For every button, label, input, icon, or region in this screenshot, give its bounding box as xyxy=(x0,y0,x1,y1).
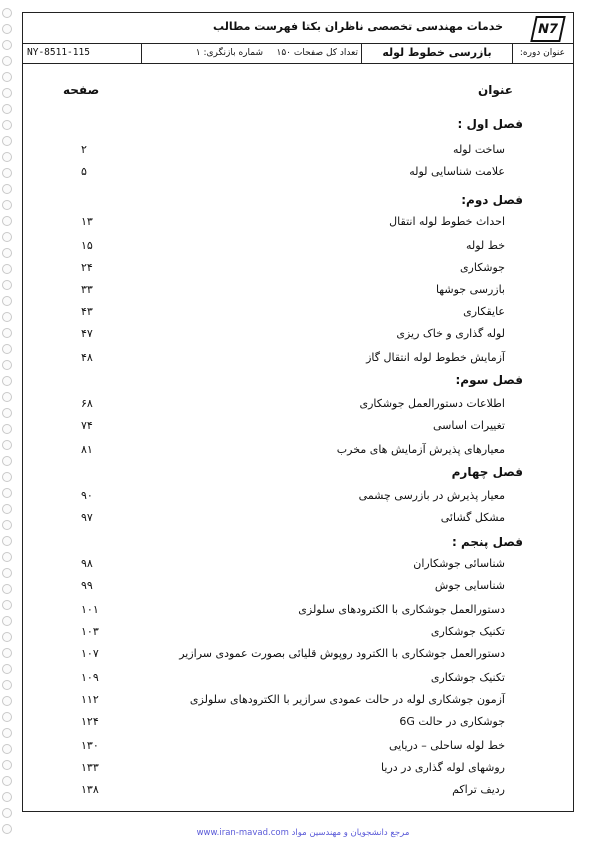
binder-ring xyxy=(2,120,12,130)
header-divider xyxy=(141,43,142,63)
header-top xyxy=(23,13,573,44)
course-title: بازرسی خطوط لوله xyxy=(361,43,513,63)
binder-ring xyxy=(2,152,12,162)
toc-entry xyxy=(23,441,573,461)
toc-entry xyxy=(23,325,573,345)
binder-ring xyxy=(2,760,12,770)
toc-entry-page: ۹۷ xyxy=(81,511,93,524)
binder-ring xyxy=(2,104,12,114)
binder-ring xyxy=(2,440,12,450)
binder-ring xyxy=(2,424,12,434)
document-page xyxy=(22,12,574,812)
toc-entry xyxy=(23,417,573,437)
binder-ring xyxy=(2,24,12,34)
toc-entry-title: اطلاعات دستورالعمل جوشکاری xyxy=(359,397,505,410)
binder-ring xyxy=(2,344,12,354)
chapter-heading xyxy=(23,533,573,553)
toc-entry-title: شناسائی جوشکاران xyxy=(413,557,505,570)
toc-entry-page: ۱۰۹ xyxy=(81,671,99,684)
binder-ring xyxy=(2,744,12,754)
toc-entry xyxy=(23,577,573,597)
toc-entry-title: دستورالعمل جوشکاری با الکترود روپوش قلیائی بصورت عمودی سرازیر xyxy=(179,647,505,660)
toc-entry xyxy=(23,163,573,183)
binder-ring xyxy=(2,264,12,274)
chapter-title: فصل دوم: xyxy=(461,193,523,207)
chapter-heading xyxy=(23,115,573,135)
chapter-heading xyxy=(23,371,573,391)
toc-entry-title: جوشکاری در حالت 6G xyxy=(399,715,505,728)
toc-entry xyxy=(23,213,573,233)
chapter-heading xyxy=(23,191,573,211)
toc-entry-title: احداث خطوط لوله انتقال xyxy=(389,215,505,228)
toc-entry xyxy=(23,395,573,415)
toc-entry xyxy=(23,487,573,507)
chapter-title: فصل اول : xyxy=(457,117,523,131)
binder-ring xyxy=(2,200,12,210)
toc-entry-title: ردیف تراکم xyxy=(452,783,505,796)
binder-rings xyxy=(2,8,14,843)
toc-entry-page: ۴۳ xyxy=(81,305,93,318)
toc-entry-page: ۹۰ xyxy=(81,489,93,502)
binder-ring xyxy=(2,360,12,370)
course-label: عنوان دوره: xyxy=(519,48,565,58)
toc-entry-page: ۲ xyxy=(81,143,87,156)
binder-ring xyxy=(2,392,12,402)
toc-entry xyxy=(23,349,573,369)
toc-header-title: عنوان xyxy=(478,83,513,97)
toc-entry xyxy=(23,555,573,575)
toc-entry-title: معیار پذیرش در بازرسی چشمی xyxy=(358,489,505,502)
binder-ring xyxy=(2,680,12,690)
toc-entry-title: تغییرات اساسی xyxy=(433,419,505,432)
chapter-title: فصل سوم: xyxy=(455,373,523,387)
toc-entry-page: ۶۸ xyxy=(81,397,93,410)
toc-entry xyxy=(23,237,573,257)
toc-entry-title: معیارهای پذیرش آزمایش های مخرب xyxy=(336,443,505,456)
binder-ring xyxy=(2,552,12,562)
toc-entry xyxy=(23,691,573,711)
toc-entry xyxy=(23,781,573,801)
toc-entry-page: ۷۴ xyxy=(81,419,93,432)
binder-ring xyxy=(2,184,12,194)
chapter-heading xyxy=(23,463,573,483)
binder-ring xyxy=(2,536,12,546)
toc-entry-title: شناسایی جوش xyxy=(434,579,505,592)
toc-entry-page: ۴۷ xyxy=(81,327,93,340)
binder-ring xyxy=(2,520,12,530)
toc-entry-page: ۱۲۴ xyxy=(81,715,99,728)
toc-entry-page: ۲۴ xyxy=(81,261,93,274)
binder-ring xyxy=(2,472,12,482)
toc-entry xyxy=(23,281,573,301)
toc-entry-page: ۱۰۱ xyxy=(81,603,99,616)
binder-ring xyxy=(2,696,12,706)
revision-number: شماره بازنگری: ۱ xyxy=(195,48,263,58)
binder-ring xyxy=(2,328,12,338)
binder-ring xyxy=(2,712,12,722)
toc-entry-page: ۱۰۳ xyxy=(81,625,99,638)
toc-entry-title: روشهای لوله گذاری در دریا xyxy=(381,761,505,774)
binder-ring xyxy=(2,312,12,322)
binder-ring xyxy=(2,584,12,594)
toc-entry-page: ۹۹ xyxy=(81,579,93,592)
binder-ring xyxy=(2,616,12,626)
toc-entry-title: دستورالعمل جوشکاری با الکترودهای سلولزی xyxy=(298,603,505,616)
toc-entry-title: علامت شناسایی لوله xyxy=(409,165,505,178)
toc-entry-title: تکنیک جوشکاری xyxy=(430,625,505,638)
binder-ring xyxy=(2,216,12,226)
toc-entry xyxy=(23,623,573,643)
footer xyxy=(0,828,600,838)
toc-entry-page: ۳۳ xyxy=(81,283,93,296)
binder-ring xyxy=(2,632,12,642)
binder-ring xyxy=(2,664,12,674)
binder-ring xyxy=(2,232,12,242)
binder-ring xyxy=(2,728,12,738)
binder-ring xyxy=(2,568,12,578)
binder-ring xyxy=(2,72,12,82)
toc-entry-page: ۱۱۲ xyxy=(81,693,99,706)
toc-entry xyxy=(23,303,573,323)
binder-ring xyxy=(2,376,12,386)
company-name: خدمات مهندسی تخصصی ناظران بکتا فهرست مطالب xyxy=(213,20,503,33)
binder-ring xyxy=(2,56,12,66)
toc-entry-page: ۱۳۳ xyxy=(81,761,99,774)
binder-ring xyxy=(2,488,12,498)
binder-ring xyxy=(2,280,12,290)
toc-entry-page: ۹۸ xyxy=(81,557,93,570)
toc-entry xyxy=(23,601,573,621)
toc-entry-page: ۱۵ xyxy=(81,239,93,252)
toc-entry-title: خط لوله xyxy=(465,239,505,252)
toc-entry xyxy=(23,713,573,733)
toc-entry-title: ساخت لوله xyxy=(453,143,505,156)
binder-ring xyxy=(2,808,12,818)
toc-entry-title: لوله گذاری و خاک ریزی xyxy=(396,327,505,340)
binder-ring xyxy=(2,408,12,418)
toc-entry-title: آزمایش خطوط لوله انتقال گاز xyxy=(366,351,505,364)
binder-ring xyxy=(2,168,12,178)
toc-entry-page: ۴۸ xyxy=(81,351,93,364)
toc-entry xyxy=(23,259,573,279)
toc-entry xyxy=(23,141,573,161)
binder-ring xyxy=(2,296,12,306)
toc-header-page: صفحه xyxy=(63,83,100,97)
toc-entry-page: ۵ xyxy=(81,165,87,178)
toc-entry-page: ۱۳۰ xyxy=(81,739,99,752)
toc-entry-page: ۱۰۷ xyxy=(81,647,99,660)
company-logo: N7 xyxy=(530,16,566,42)
footer-text: مرجع دانشجویان و مهندسین مواد xyxy=(291,828,410,838)
binder-ring xyxy=(2,504,12,514)
document-code: NY-8511-115 xyxy=(27,47,90,58)
toc-entry-title: آزمون جوشکاری لوله در حالت عمودی سرازیر با الکترودهای سلولزی xyxy=(189,693,505,706)
chapter-title: فصل پنجم : xyxy=(451,535,523,549)
binder-ring xyxy=(2,136,12,146)
toc-entry-title: جوشکاری xyxy=(459,261,505,274)
binder-ring xyxy=(2,600,12,610)
binder-ring xyxy=(2,8,12,18)
toc-entry-page: ۸۱ xyxy=(81,443,93,456)
toc-entry-title: خط لوله ساحلی – دریایی xyxy=(388,739,505,752)
toc-entry-title: مشکل گشائی xyxy=(440,511,505,524)
binder-ring xyxy=(2,776,12,786)
toc-entry-title: عایقکاری xyxy=(463,305,505,318)
toc-entry-page: ۱۳۸ xyxy=(81,783,99,796)
toc-entry xyxy=(23,669,573,689)
toc-entry-title: بازرسی جوشها xyxy=(435,283,505,296)
binder-ring xyxy=(2,648,12,658)
toc-entry xyxy=(23,509,573,529)
toc-entry-title: تکنیک جوشکاری xyxy=(430,671,505,684)
binder-ring xyxy=(2,88,12,98)
total-pages: تعداد کل صفحات ۱۵۰ xyxy=(276,48,358,58)
header-info xyxy=(23,43,573,64)
footer-url[interactable]: www.iran-mavad.com xyxy=(196,828,289,838)
toc-entry xyxy=(23,759,573,779)
binder-ring xyxy=(2,792,12,802)
toc-header xyxy=(23,83,573,107)
binder-ring xyxy=(2,248,12,258)
toc-entry-page: ۱۳ xyxy=(81,215,93,228)
binder-ring xyxy=(2,40,12,50)
toc-entry xyxy=(23,737,573,757)
binder-ring xyxy=(2,456,12,466)
chapter-title: فصل چهارم xyxy=(451,465,523,479)
toc-entry xyxy=(23,645,573,665)
